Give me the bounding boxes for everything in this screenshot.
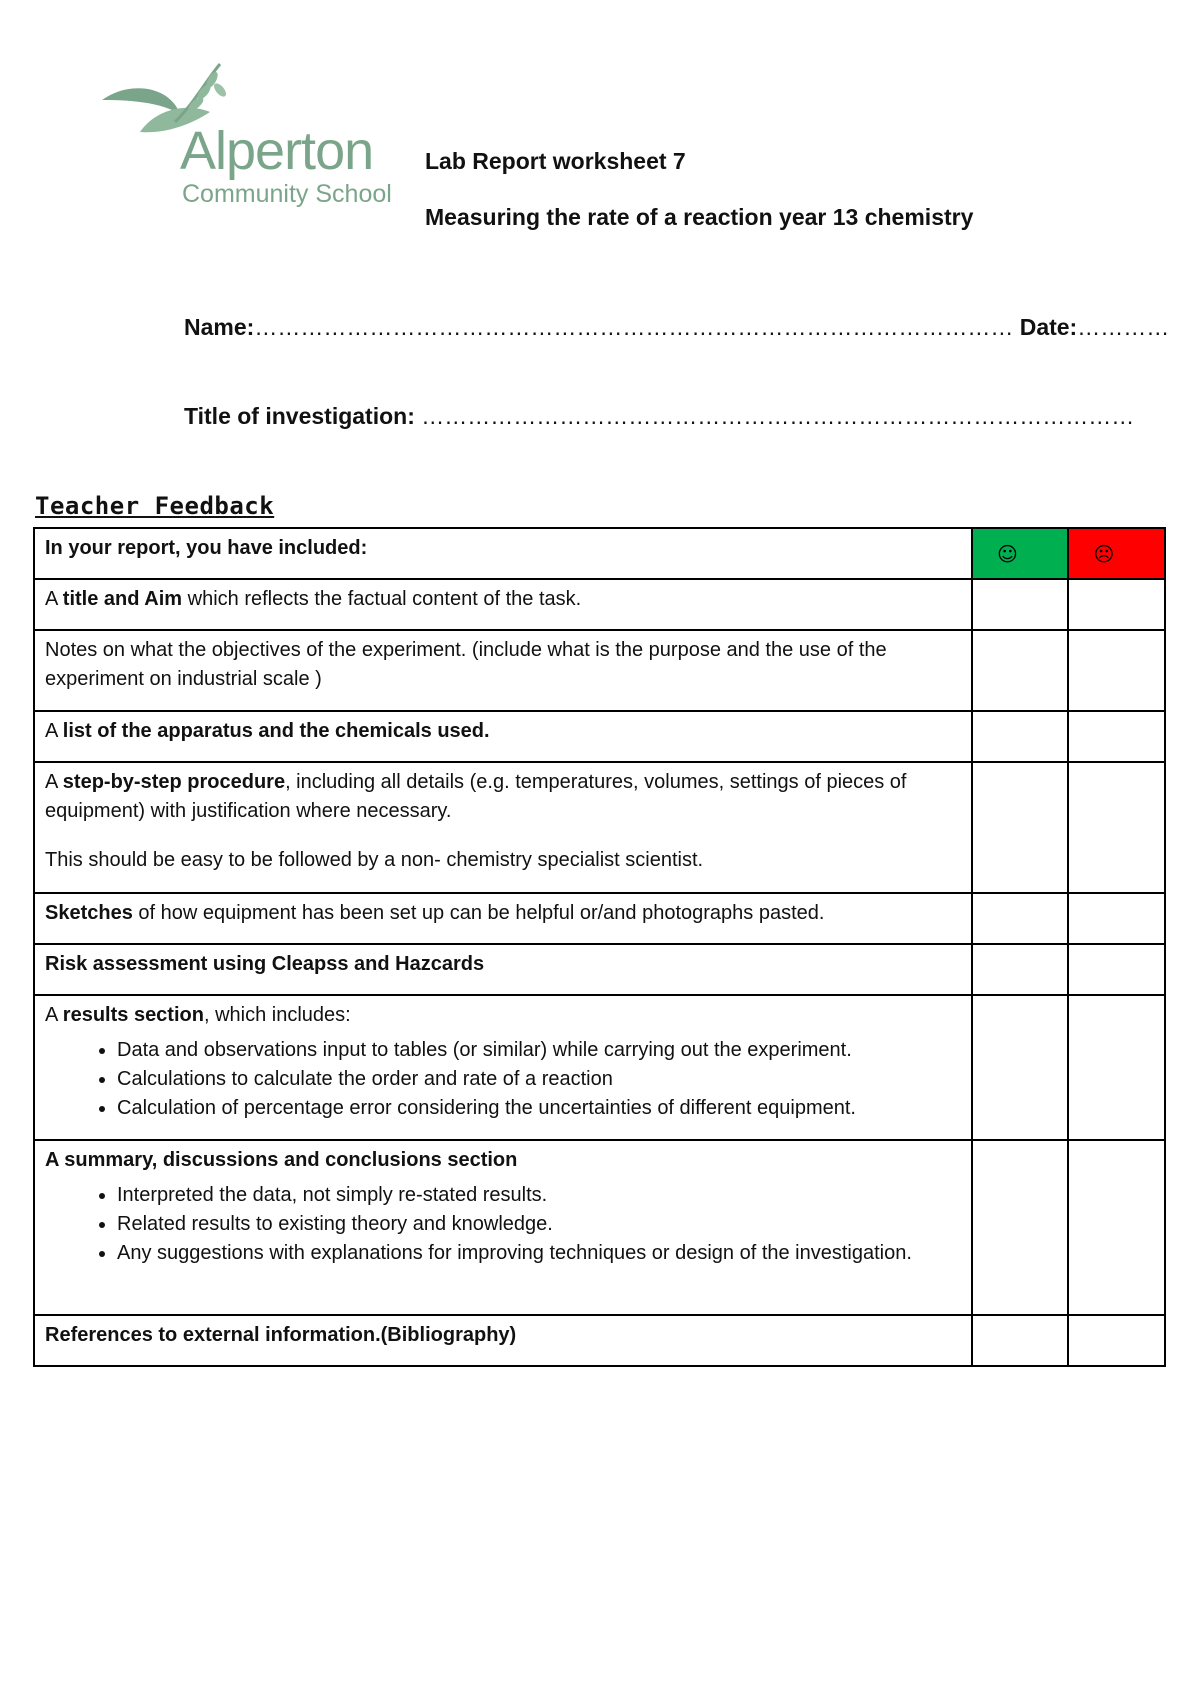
bad-checkbox[interactable] — [1068, 579, 1165, 630]
good-checkbox[interactable] — [972, 1315, 1069, 1366]
bad-checkbox[interactable] — [1068, 1315, 1165, 1366]
name-field[interactable]: ……………………………………………………………………………………… — [254, 314, 1014, 340]
list-item: • Data and observations input to tables (or similar) while carrying out the experiment. — [117, 1036, 961, 1065]
list-item: • Any suggestions with explanations for improving techniques or design of the investigation. — [117, 1239, 961, 1268]
table-row — [34, 711, 1165, 762]
table-row — [34, 944, 1165, 995]
criterion: A results section, which includes: • Data and observations input to tables (or similar) while carrying out the experiment. • Calculations to calculate the order and rate of a reaction • Calculation of percentage error considering the uncertainties of different equipment. — [34, 995, 972, 1140]
table-header-row — [34, 528, 1165, 579]
smiley-face-icon: ☺ — [996, 542, 1018, 566]
investigation-field[interactable]: ………………………………………………………………………………… — [421, 403, 1135, 429]
logo-name: Alperton — [180, 121, 374, 181]
date-label: Date: — [1019, 314, 1078, 340]
worksheet-subtitle: Measuring the rate of a reaction year 13 chemistry — [425, 204, 974, 230]
criterion-points — [45, 1181, 961, 1268]
good-checkbox[interactable] — [972, 1140, 1069, 1315]
logo-subtitle: Community School — [182, 180, 392, 208]
bad-checkbox[interactable] — [1068, 893, 1165, 944]
name-label: Name: — [184, 314, 255, 340]
feedback-heading: Teacher Feedback — [35, 492, 275, 520]
bad-checkbox[interactable] — [1068, 762, 1165, 893]
date-field[interactable]: ………… — [1077, 314, 1170, 340]
good-checkbox[interactable] — [972, 944, 1069, 995]
investigation-line — [184, 403, 1134, 430]
criterion: A list of the apparatus and the chemicals used. — [34, 711, 972, 762]
criterion: References to external information.(Bibliography) — [34, 1315, 972, 1366]
good-checkbox[interactable] — [972, 579, 1069, 630]
bad-column-header — [1068, 528, 1165, 579]
criterion: Notes on what the objectives of the experiment. (include what is the purpose and the use of the experiment on industrial scale ) — [34, 630, 972, 711]
frowning-face-icon: ☹ — [1093, 542, 1115, 566]
criterion: A step-by-step procedure, including all details (e.g. temperatures, volumes, settings of pieces of equipment) with justification where necessary. This should be easy to be followed by a non- chemistry specialist scientist. — [34, 762, 972, 893]
bad-checkbox[interactable] — [1068, 1140, 1165, 1315]
bad-checkbox[interactable] — [1068, 995, 1165, 1140]
table-row — [34, 995, 1165, 1140]
criterion: A title and Aim which reflects the factual content of the task. — [34, 579, 972, 630]
criterion: Risk assessment using Cleapss and Hazcards — [34, 944, 972, 995]
table-row — [34, 1315, 1165, 1366]
bad-checkbox[interactable] — [1068, 711, 1165, 762]
bad-checkbox[interactable] — [1068, 630, 1165, 711]
good-checkbox[interactable] — [972, 995, 1069, 1140]
table-row — [34, 893, 1165, 944]
criterion-note: This should be easy to be followed by a non- chemistry specialist scientist. — [45, 849, 704, 871]
list-item: • Calculations to calculate the order and rate of a reaction — [117, 1065, 961, 1094]
criterion-points — [45, 1036, 961, 1123]
bad-checkbox[interactable] — [1068, 944, 1165, 995]
list-item: • Related results to existing theory and knowledge. — [117, 1210, 961, 1239]
criterion: Sketches of how equipment has been set up can be helpful or/and photographs pasted. — [34, 893, 972, 944]
school-logo — [100, 62, 410, 222]
feedback-table — [33, 527, 1166, 1367]
list-item: • Calculation of percentage error considering the uncertainties of different equipment. — [117, 1094, 961, 1123]
table-row — [34, 630, 1165, 711]
worksheet-title: Lab Report worksheet 7 — [425, 148, 686, 174]
list-item: • Interpreted the data, not simply re-stated results. — [117, 1181, 961, 1210]
header-label: In your report, you have included: — [34, 528, 972, 579]
good-checkbox[interactable] — [972, 762, 1069, 893]
table-row — [34, 579, 1165, 630]
good-column-header — [972, 528, 1069, 579]
good-checkbox[interactable] — [972, 630, 1069, 711]
name-date-line — [184, 314, 1169, 341]
good-checkbox[interactable] — [972, 893, 1069, 944]
table-row — [34, 1140, 1165, 1315]
criterion: A summary, discussions and conclusions section • Interpreted the data, not simply re-stated results. • Related results to existing theory and knowledge. • Any suggestions with explanations for improving techniques or design of the investigation. — [34, 1140, 972, 1315]
table-row — [34, 762, 1165, 893]
investigation-label: Title of investigation: — [184, 403, 415, 429]
good-checkbox[interactable] — [972, 711, 1069, 762]
